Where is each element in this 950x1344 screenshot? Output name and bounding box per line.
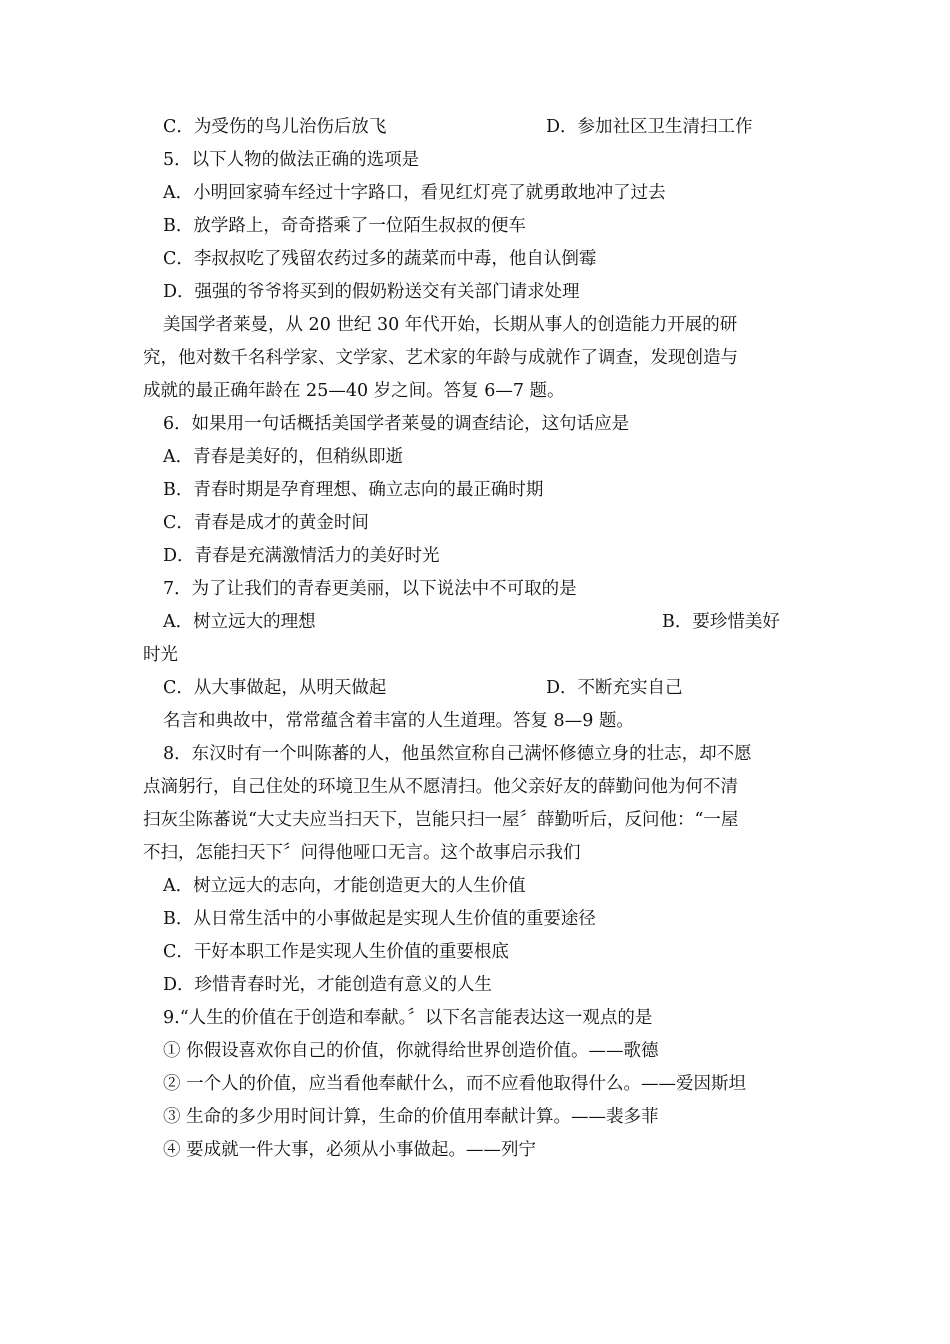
q8-stem-line-3-text: 扫灰尘陈蕃说“大丈夫应当扫天下，岂能只扫一屋〞薛勤听后，反问他：“一屋 <box>143 810 739 830</box>
q9-statement-2-text: ② 一个人的价值，应当看他奉献什么，而不应看他取得什么。——爱因斯坦 <box>163 1074 747 1094</box>
q9-statement-3-text: ③ 生命的多少用时间计算，生命的价值用奉献计算。——裴多菲 <box>163 1107 659 1127</box>
q8-option-d-text: D．珍惜青春时光，才能创造有意义的人生 <box>163 975 493 995</box>
q9-stem-text: 9.“人生的价值在于创造和奉献。〞以下名言能表达这一观点的是 <box>163 1008 653 1028</box>
q8-option-d <box>0 969 950 1002</box>
q6-stem <box>0 408 950 441</box>
q6-option-d-text: D．青春是充满激情活力的美好时光 <box>163 546 440 566</box>
q9-statement-1-text: ① 你假设喜欢你自己的价值，你就得给世界创造价值。——歌德 <box>163 1041 659 1061</box>
q7-option-d: D．不断充实自己 <box>546 678 683 698</box>
q6-option-d <box>0 540 950 573</box>
q8-stem-line-1 <box>0 738 950 771</box>
q5-option-a-text: A．小明回家骑车经过十字路口，看见红灯亮了就勇敢地冲了过去 <box>163 183 666 203</box>
q5-option-c <box>0 243 950 276</box>
q8-stem-line-1-text: 8．东汉时有一个叫陈蕃的人，他虽然宣称自己满怀修德立身的壮志，却不愿 <box>163 744 752 764</box>
q9-statement-1 <box>0 1035 950 1068</box>
q9-statement-2 <box>0 1068 950 1101</box>
q8-stem-line-2 <box>0 771 950 804</box>
q8-stem-line-4-text: 不扫，怎能扫天下〞问得他哑口无言。这个故事启示我们 <box>143 843 581 863</box>
q8-option-b <box>0 903 950 936</box>
q6-option-b-text: B．青春时期是孕育理想、确立志向的最正确时期 <box>163 480 544 500</box>
q5-stem <box>0 144 950 177</box>
q4-options-cd <box>0 111 950 144</box>
q8-option-a-text: A．树立远大的志向，才能创造更大的人生价值 <box>163 876 526 896</box>
passage-line-3 <box>0 375 950 408</box>
q5-option-d <box>0 276 950 309</box>
passage-line-3-text: 成就的最正确年龄在 25—40 岁之间。答复 6—7 题。 <box>143 381 565 401</box>
q6-option-c <box>0 507 950 540</box>
passage-line-2 <box>0 342 950 375</box>
q7-option-b-continued: 时光 <box>143 645 178 665</box>
intro-8-9-text: 名言和典故中，常常蕴含着丰富的人生道理。答复 8—9 题。 <box>163 711 634 731</box>
q4-option-c: C．为受伤的鸟儿治伤后放飞 <box>163 117 387 137</box>
q7-stem <box>0 573 950 606</box>
q8-option-c-text: C．干好本职工作是实现人生价值的重要根底 <box>163 942 509 962</box>
q9-statement-4 <box>0 1134 950 1167</box>
passage-line-1 <box>0 309 950 342</box>
intro-8-9 <box>0 705 950 738</box>
q8-stem-line-4 <box>0 837 950 870</box>
q9-statement-4-text: ④ 要成就一件大事，必须从小事做起。——列宁 <box>163 1140 537 1160</box>
q6-option-b <box>0 474 950 507</box>
q8-stem-line-2-text: 点滴躬行，自己住处的环境卫生从不愿清扫。他父亲好友的薛勤问他为何不清 <box>143 777 738 797</box>
q7-options-ab <box>0 606 950 639</box>
q6-option-c-text: C．青春是成才的黄金时间 <box>163 513 369 533</box>
q7-option-c: C．从大事做起，从明天做起 <box>163 678 387 698</box>
q9-stem <box>0 1002 950 1035</box>
q4-option-d: D．参加社区卫生清扫工作 <box>546 117 753 137</box>
passage-line-1-text: 美国学者莱曼，从 20 世纪 30 年代开始，长期从事人的创造能力开展的研 <box>163 315 738 335</box>
q5-option-d-text: D．强强的爷爷将买到的假奶粉送交有关部门请求处理 <box>163 282 580 302</box>
q7-option-b: B．要珍惜美好 <box>662 612 780 632</box>
q5-stem-text: 5．以下人物的做法正确的选项是 <box>163 150 420 170</box>
q6-option-a <box>0 441 950 474</box>
q8-option-a <box>0 870 950 903</box>
q7-stem-text: 7．为了让我们的青春更美丽，以下说法中不可取的是 <box>163 579 577 599</box>
q7-option-a: A．树立远大的理想 <box>163 612 316 632</box>
q7-option-b-wrap <box>0 639 950 672</box>
q7-options-cd <box>0 672 950 705</box>
q5-option-b <box>0 210 950 243</box>
q5-option-a <box>0 177 950 210</box>
q6-option-a-text: A．青春是美好的，但稍纵即逝 <box>163 447 404 467</box>
q9-statement-3 <box>0 1101 950 1134</box>
q8-option-c <box>0 936 950 969</box>
q8-stem-line-3 <box>0 804 950 837</box>
q5-option-b-text: B．放学路上，奇奇搭乘了一位陌生叔叔的便车 <box>163 216 526 236</box>
q6-stem-text: 6．如果用一句话概括美国学者莱曼的调查结论，这句话应是 <box>163 414 630 434</box>
q8-option-b-text: B．从日常生活中的小事做起是实现人生价值的重要途径 <box>163 909 596 929</box>
passage-line-2-text: 究，他对数千名科学家、文学家、艺术家的年龄与成就作了调查，发现创造与 <box>143 348 738 368</box>
q5-option-c-text: C．李叔叔吃了残留农药过多的蔬菜而中毒，他自认倒霉 <box>163 249 597 269</box>
